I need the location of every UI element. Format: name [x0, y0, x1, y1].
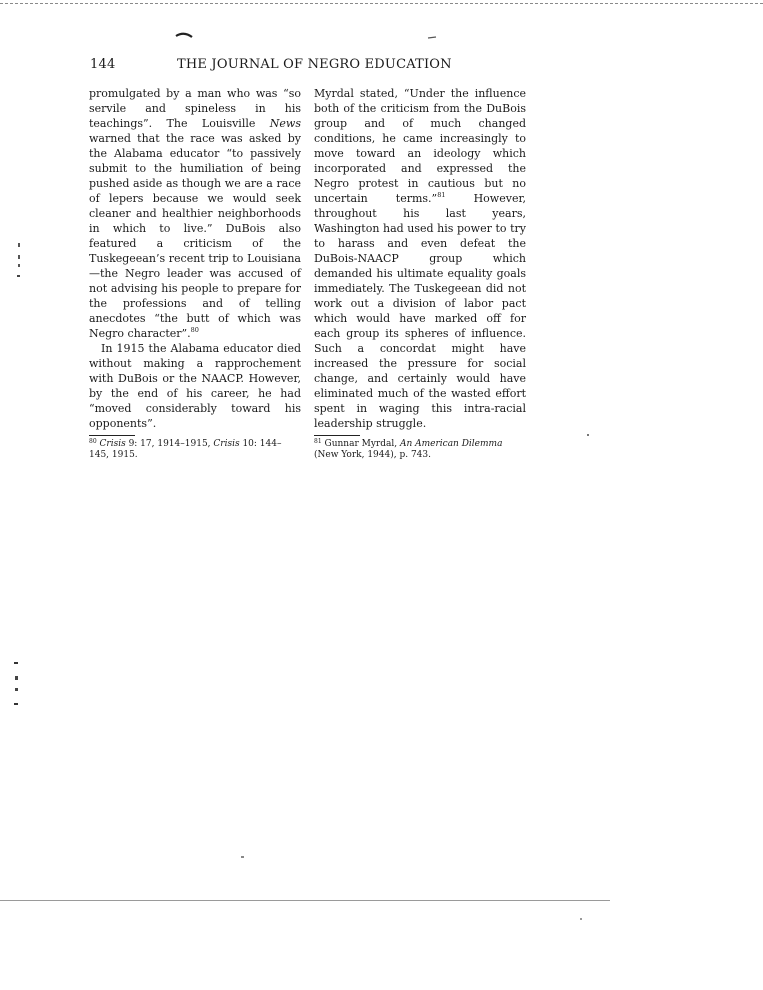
footnote	[89, 439, 301, 461]
text-run: Myrdal stated, “Under the influence both of the criticism from the DuBois group and of much changed conditions, he came increasingly to move toward an ideology which incorporated and expressed the Negro protest in cautious but no uncertain terms.”	[314, 87, 526, 205]
speck-mark	[14, 662, 18, 664]
italic-text: Crisis	[99, 439, 126, 449]
text-run: Gunnar Myrdal,	[321, 439, 400, 449]
speck-mark	[18, 255, 20, 259]
speck-mark	[176, 34, 192, 37]
speck-mark	[15, 676, 18, 680]
speck-mark	[18, 243, 20, 247]
footnote	[314, 439, 526, 461]
page-number: 144	[90, 57, 116, 72]
text-run: warned that the race was asked by the Alabama educator “to passively submit to the humiliation of being pushed aside as though we are a race of lepers because we would seek cleaner and healthier neighborhoods in which to live.” DuBois also featured a criticism of the Tuskegeean’s recent trip to Louisiana —the Negro leader was accused of not advising his people to prepare for the professions and of telling anecdotes “the butt of which was Negro character”.	[89, 132, 301, 340]
running-head: THE JOURNAL OF NEGRO EDUCATION	[177, 57, 452, 72]
speck-mark	[17, 275, 20, 277]
footnote-ref: 81	[437, 191, 446, 199]
footnote-ref: 80	[190, 326, 199, 334]
footnote-rule	[314, 435, 360, 436]
text-run: However, throughout his last years, Washington had used his power to try to harass and even defeat the DuBois-NAACP group which demanded his ultimate equality goals immediately. The Tuskegeean did not work out a division of labor pact which would have marked off for each group its spheres of influence. Such a concordat might have increased the pressure for social change, and certainly would have eliminated much of the wasted effort spent in waging this intra-racial leadership struggle.	[314, 192, 526, 430]
speck-mark	[241, 856, 244, 858]
footnote-number: 80	[89, 438, 97, 445]
speck-mark	[18, 264, 20, 267]
speck-mark	[15, 688, 18, 691]
italic-text: News	[269, 117, 301, 130]
speck-mark	[587, 434, 589, 436]
footnote-number: 81	[314, 438, 322, 445]
speck-mark	[14, 703, 18, 705]
right-column	[314, 86, 526, 461]
paragraph	[89, 86, 301, 341]
italic-text: An American Dilemma	[399, 439, 503, 449]
paragraph	[314, 86, 526, 431]
text-run: (New York, 1944), p. 743.	[314, 450, 431, 460]
speck-mark	[580, 918, 582, 920]
paragraph: In 1915 the Alabama educator died without making a rapprochement with DuBois or the NAACP. However, by the end of his career, he had “moved considerably toward his opponents”.	[89, 342, 301, 430]
left-column	[89, 86, 301, 461]
text-run: 10: 144–145, 1915.	[89, 439, 282, 460]
text-run: promulgated by a man who was “so servile and spineless in his teachings”. The Louisville	[89, 87, 301, 130]
text-run: 9: 17, 1914–1915,	[125, 439, 214, 449]
footnote-rule	[89, 435, 135, 436]
italic-text: Crisis	[213, 439, 240, 449]
speck-mark	[428, 37, 436, 38]
